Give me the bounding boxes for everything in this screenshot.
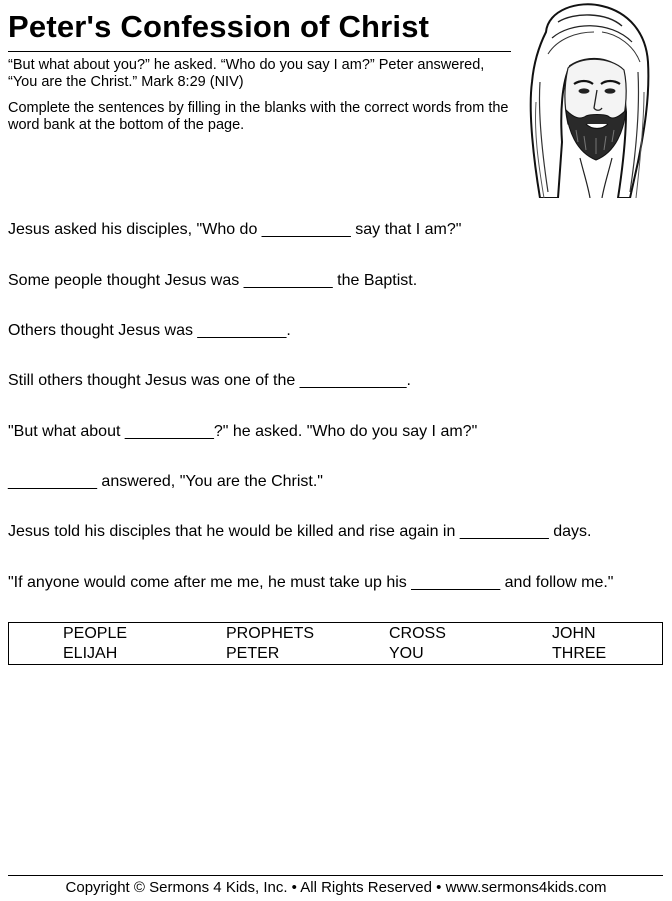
- word-bank-word: JOHN: [552, 625, 596, 642]
- footer-divider: [8, 875, 663, 876]
- word-bank-word: PROPHETS: [226, 625, 315, 642]
- word-bank-word: PEOPLE: [63, 625, 128, 642]
- word-bank: [8, 622, 663, 665]
- word-bank-word: YOU: [389, 645, 424, 662]
- question-2: Some people thought Jesus was __________ the Baptist.: [8, 272, 418, 289]
- question-6: __________ answered, "You are the Christ.": [8, 473, 323, 490]
- page-title: Peter's Confession of Christ: [8, 9, 430, 44]
- question-3: Others thought Jesus was __________.: [8, 322, 291, 339]
- jesus-portrait-illustration: [518, 2, 668, 198]
- word-bank-word: THREE: [552, 645, 607, 662]
- scripture-verse: “But what about you?” he asked. “Who do you say I am?” Peter answered, “You are the Christ.” Mark 8:29 (NIV): [8, 57, 485, 90]
- question-5: "But what about __________?" he asked. "Who do you say I am?": [8, 423, 478, 440]
- question-7: Jesus told his disciples that he would be killed and rise again in __________ days.: [8, 523, 592, 540]
- question-1: Jesus asked his disciples, "Who do __________ say that I am?": [8, 221, 462, 238]
- instructions-text: Complete the sentences by filling in the blanks with the correct words from the word bank at the bottom of the page.: [8, 100, 509, 133]
- word-bank-word: ELIJAH: [63, 645, 118, 662]
- title-underline: [8, 51, 511, 52]
- question-4: Still others thought Jesus was one of the ____________.: [8, 372, 411, 389]
- question-8: "If anyone would come after me me, he must take up his __________ and follow me.": [8, 574, 614, 591]
- copyright-footer: Copyright © Sermons 4 Kids, Inc. • All Rights Reserved • www.sermons4kids.com: [65, 879, 607, 896]
- word-bank-word: CROSS: [389, 625, 446, 642]
- word-bank-word: PETER: [226, 645, 280, 662]
